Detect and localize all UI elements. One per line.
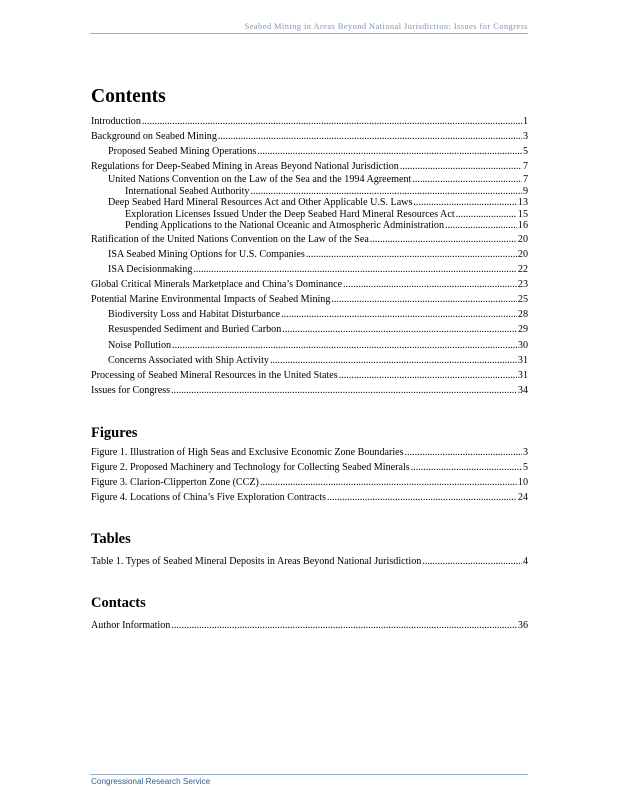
toc-entry-title: Resuspended Sediment and Buried Carbon (108, 324, 282, 336)
toc-entry[interactable] (91, 475, 528, 490)
toc-entry[interactable] (91, 209, 528, 221)
footer-text: Congressional Research Service (91, 777, 211, 786)
toc-entry-page: 31 (517, 369, 528, 381)
toc-entry[interactable] (91, 460, 528, 475)
dot-leader (281, 307, 517, 322)
toc-entry[interactable] (91, 220, 528, 232)
toc-entry-page: 36 (517, 620, 528, 631)
toc-entry[interactable] (91, 247, 528, 262)
toc-entry[interactable] (91, 383, 528, 398)
toc-entry-title: Processing of Seabed Mineral Resources in the United States (91, 369, 338, 381)
toc-entry[interactable] (91, 338, 528, 353)
toc-entry-page: 16 (517, 220, 528, 232)
toc-entry[interactable] (91, 292, 528, 307)
toc-entry[interactable] (91, 307, 528, 322)
running-header: Seabed Mining in Areas Beyond National Jurisdiction: Issues for Congress (244, 22, 528, 31)
dot-leader (370, 232, 517, 247)
toc-entry-page: 29 (517, 324, 528, 336)
toc-entry-page: 20 (517, 233, 528, 245)
dot-leader (412, 174, 522, 186)
toc-entry-title: Proposed Seabed Mining Operations (108, 146, 257, 158)
toc-entry[interactable] (91, 322, 528, 337)
dot-leader (171, 383, 517, 398)
toc-entry-page: 28 (517, 309, 528, 321)
toc-entry-title: Exploration Licenses Issued Under the Deep Seabed Hard Mineral Resources Act (125, 208, 455, 220)
toc-entry[interactable] (91, 618, 528, 633)
dot-leader (250, 186, 521, 198)
dot-leader (218, 129, 522, 144)
toc-entry-page: 30 (517, 339, 528, 351)
toc-entry-page: 20 (517, 248, 528, 260)
tables-heading: Tables (91, 531, 131, 547)
toc-entry-title: Deep Seabed Hard Mineral Resources Act and Other Applicable U.S. Laws (108, 197, 413, 209)
toc-entry[interactable] (91, 129, 528, 144)
toc-entry[interactable] (91, 554, 528, 569)
toc-entry-title: International Seabed Authority (125, 185, 250, 197)
toc-entry-page: 13 (517, 197, 528, 209)
toc-entry[interactable] (91, 232, 528, 247)
toc-entry-title: Global Critical Minerals Marketplace and China’s Dominance (91, 279, 343, 291)
toc-entry-title: ISA Seabed Mining Options for U.S. Companies (108, 248, 305, 260)
toc-entry[interactable] (91, 197, 528, 209)
toc-entry[interactable] (91, 262, 528, 277)
dot-leader (411, 460, 522, 475)
dot-leader (327, 490, 517, 505)
toc-entry-page: 34 (517, 384, 528, 396)
toc-entry-page: 24 (517, 492, 528, 504)
dot-leader (422, 554, 522, 569)
toc-entry[interactable] (91, 144, 528, 159)
tables-list (91, 554, 528, 569)
dot-leader (331, 292, 517, 307)
toc-entry-title: Figure 2. Proposed Machinery and Technology for Collecting Seabed Minerals (91, 462, 410, 474)
dot-leader (400, 159, 522, 174)
toc-entry-page: 3 (522, 131, 528, 143)
dot-leader (456, 209, 517, 221)
contacts-list (91, 618, 528, 633)
dot-leader (142, 114, 522, 129)
toc-entry-title: Background on Seabed Mining (91, 131, 217, 143)
dot-leader (193, 262, 517, 277)
toc-entry-title: Figure 1. Illustration of High Seas and Exclusive Economic Zone Boundaries (91, 447, 404, 458)
toc-entry-page: 5 (522, 462, 528, 474)
dot-leader (270, 353, 517, 368)
toc-entry[interactable] (91, 186, 528, 198)
toc-entry-title: Author Information (91, 620, 171, 631)
toc-entry[interactable] (91, 445, 528, 460)
dot-leader (445, 220, 517, 232)
toc-entry-title: ISA Decisionmaking (108, 264, 193, 276)
contents-heading: Contents (91, 86, 166, 107)
dot-leader (343, 277, 517, 292)
toc-entry-page: 23 (517, 279, 528, 291)
toc-entry[interactable] (91, 174, 528, 186)
toc-entry-page: 7 (522, 161, 528, 173)
toc-entry-title: Ratification of the United Nations Convention on the Law of the Sea (91, 233, 369, 245)
toc-entry-page: 4 (522, 556, 528, 567)
toc-entry[interactable] (91, 490, 528, 505)
toc-entry-page: 1 (522, 116, 528, 127)
figures-list (91, 445, 528, 505)
toc-entry-title: Biodiversity Loss and Habitat Disturbance (108, 309, 281, 321)
dot-leader (172, 338, 517, 353)
dot-leader (413, 197, 517, 209)
toc-entry-page: 7 (522, 174, 528, 186)
toc-entry-title: Potential Marine Environmental Impacts of Seabed Mining (91, 294, 331, 306)
toc-entry[interactable] (91, 114, 528, 129)
toc-entry-page: 22 (517, 264, 528, 276)
dot-leader (171, 618, 517, 633)
footer-rule (90, 774, 528, 775)
dot-leader (339, 368, 517, 383)
toc-entry-title: Concerns Associated with Ship Activity (108, 354, 269, 366)
toc-entry-title: Noise Pollution (108, 339, 172, 351)
toc-entry-page: 15 (517, 208, 528, 220)
toc-entry-page: 5 (522, 146, 528, 158)
toc-entry[interactable] (91, 277, 528, 292)
dot-leader (282, 322, 517, 337)
toc-entry-title: Figure 3. Clarion-Clipperton Zone (CCZ) (91, 477, 259, 489)
toc-entry-page: 3 (522, 447, 528, 458)
toc-entry-page: 31 (517, 354, 528, 366)
dot-leader (405, 445, 522, 460)
toc-entry-title: United Nations Convention on the Law of the Sea and the 1994 Agreement (108, 174, 412, 186)
contents-list (91, 114, 528, 398)
dot-leader (257, 144, 522, 159)
toc-entry-title: Figure 4. Locations of China’s Five Exploration Contracts (91, 492, 326, 504)
toc-entry-title: Pending Applications to the National Oceanic and Atmospheric Administration (125, 220, 445, 232)
toc-entry-title: Issues for Congress (91, 384, 171, 396)
dot-leader (260, 475, 517, 490)
toc-entry-title: Introduction (91, 116, 141, 127)
toc-entry-page: 9 (522, 185, 528, 197)
dot-leader (306, 247, 517, 262)
toc-entry[interactable] (91, 159, 528, 174)
header-rule (90, 33, 528, 34)
toc-entry-title: Regulations for Deep-Seabed Mining in Areas Beyond National Jurisdiction (91, 161, 399, 173)
toc-entry-page: 10 (517, 477, 528, 489)
figures-heading: Figures (91, 425, 138, 441)
toc-entry[interactable] (91, 353, 528, 368)
contacts-heading: Contacts (91, 595, 146, 611)
toc-entry-title: Table 1. Types of Seabed Mineral Deposits in Areas Beyond National Jurisdiction (91, 556, 422, 567)
toc-entry[interactable] (91, 368, 528, 383)
toc-entry-page: 25 (517, 294, 528, 306)
